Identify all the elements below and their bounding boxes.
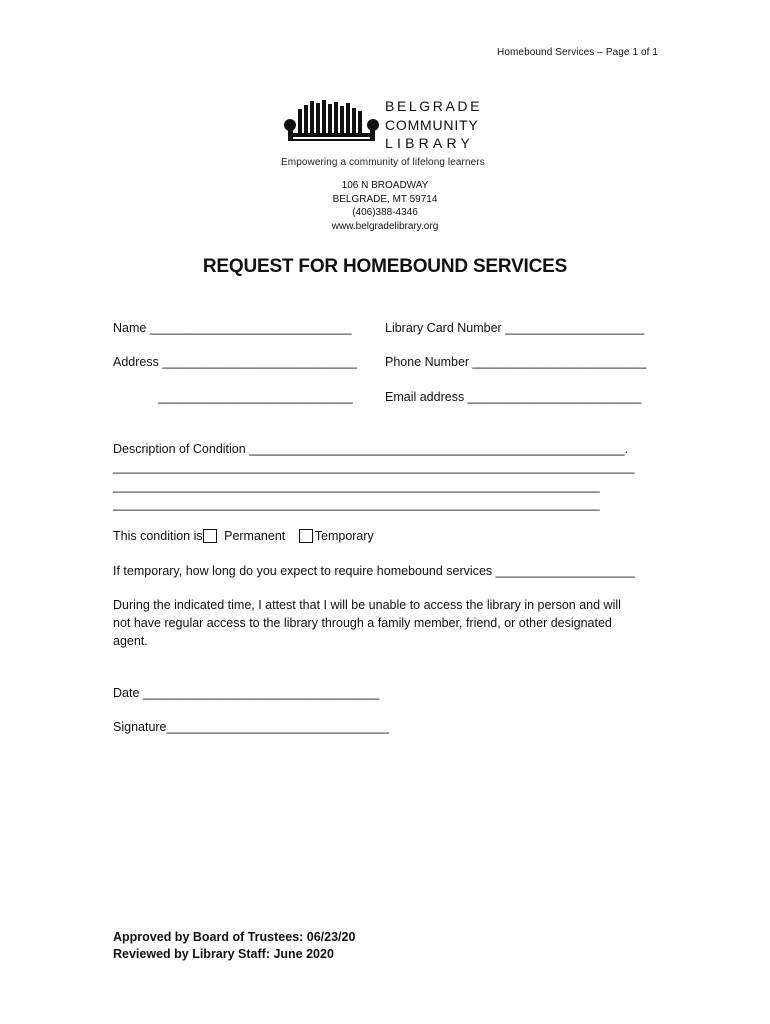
permanent-label: Permanent [224,529,286,543]
condition-is-label: This condition is [113,529,203,543]
attestation-line-2: not have regular access to the library through a family member, friend, or other designated [113,616,612,630]
temporary-checkbox[interactable] [299,529,313,543]
name-field[interactable]: Name _____________________________ [113,321,352,335]
condition-description-field[interactable]: Description of Condition ______________________________________________________. [113,442,629,456]
temporary-duration-field[interactable]: If temporary, how long do you expect to require homebound services ____________________ [113,564,635,578]
attestation-line-1: During the indicated time, I attest that I will be unable to access the library in person and will [113,598,621,612]
library-card-field[interactable]: Library Card Number ____________________ [385,321,645,335]
temporary-label: Temporary [314,529,374,543]
address-field[interactable]: Address ____________________________ [113,355,357,369]
date-field[interactable]: Date __________________________________ [113,686,380,700]
attestation-line-3: agent. [113,634,148,648]
condition-line-4[interactable]: ______________________________________________________________________ [113,497,600,511]
approved-footer: Approved by Board of Trustees: 06/23/20 [113,930,356,944]
reviewed-footer: Reviewed by Library Staff: June 2020 [113,947,334,961]
logo-line-1: BELGRADE [385,98,483,114]
condition-line-3[interactable]: ______________________________________________________________________ [113,479,600,493]
form-title: REQUEST FOR HOMEBOUND SERVICES [202,256,568,277]
address-city: BELGRADE, MT 59714 [332,194,438,205]
logo-tagline: Empowering a community of lifelong learners [281,157,485,168]
address-website: www.belgradelibrary.org [331,221,439,232]
logo-line-2: COMMUNITY [385,117,479,133]
address-phone: (406)388-4346 [352,207,418,218]
email-field[interactable]: Email address _________________________ [385,390,642,404]
condition-line-2[interactable]: ___________________________________________________________________________ [113,460,635,474]
address-line-2-field[interactable]: ____________________________ [158,390,353,404]
address-street: 106 N BROADWAY [341,180,429,191]
permanent-checkbox[interactable] [203,529,217,543]
signature-field[interactable]: Signature________________________________ [113,720,389,734]
phone-field[interactable]: Phone Number _________________________ [385,355,647,369]
logo-line-3: LIBRARY [385,135,475,151]
page-header-label: Homebound Services – Page 1 of 1 [497,47,659,58]
condition-type-row [113,529,374,543]
chair-books-logo-icon [281,99,385,145]
